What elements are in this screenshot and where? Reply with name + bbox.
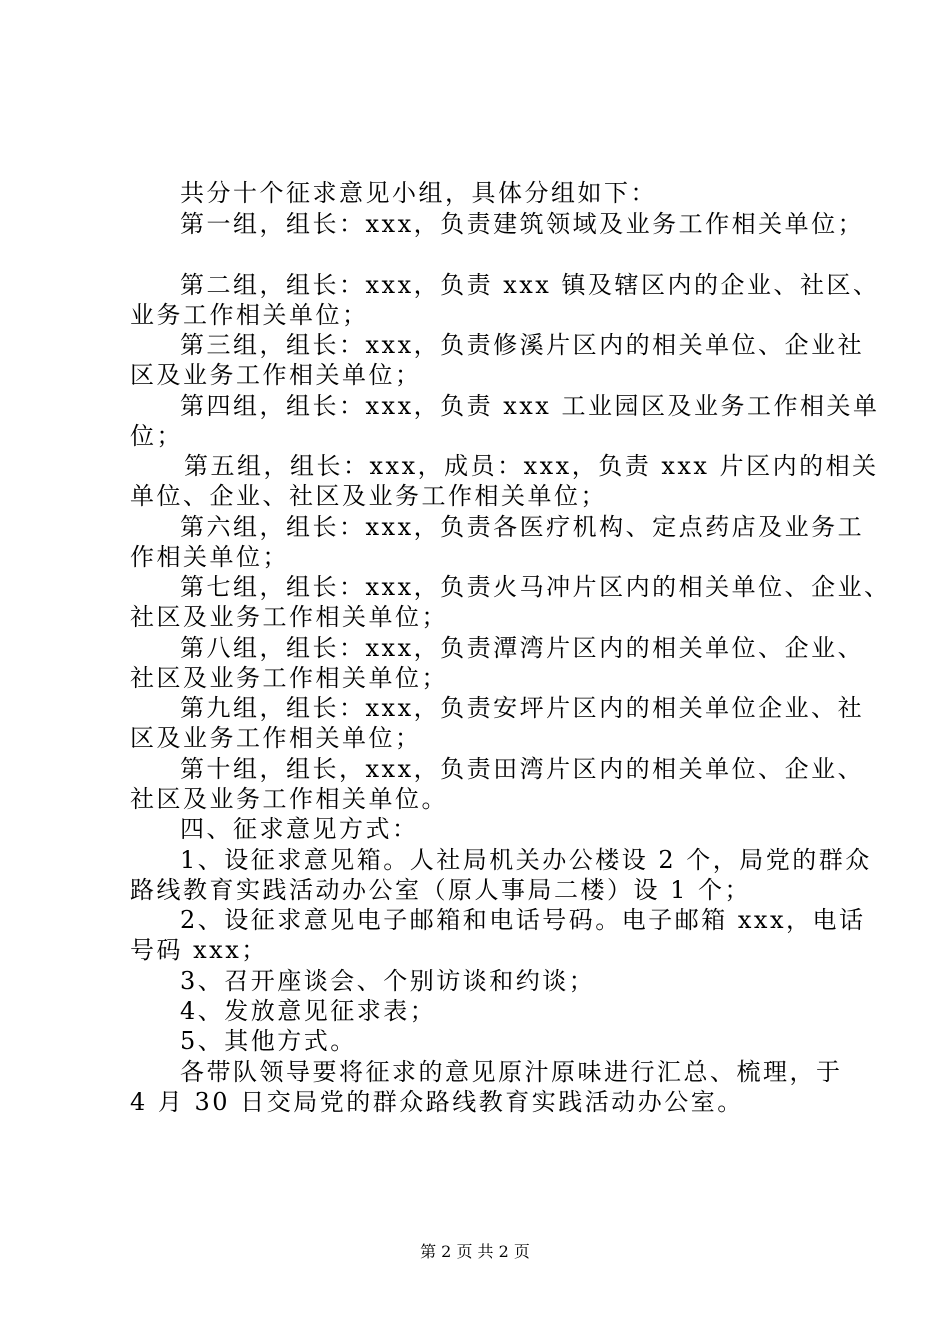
body-line-14: 社区及业务工作相关单位； [130, 603, 448, 631]
body-line-25: 号码 xxx； [130, 936, 268, 964]
body-line-8: 位； [130, 422, 183, 450]
body-line-6: 区及业务工作相关单位； [130, 361, 422, 389]
body-line-23: 路线教育实践活动办公室（原人事局二楼）设 1 个； [130, 876, 752, 904]
body-line-1: 共分十个征求意见小组，具体分组如下： [180, 179, 657, 207]
body-line-2: 第一组，组长：xxx，负责建筑领域及业务工作相关单位； [180, 210, 865, 238]
body-line-18: 区及业务工作相关单位； [130, 724, 422, 752]
body-line-16: 社区及业务工作相关单位； [130, 664, 448, 692]
body-line-30: 4 月 30 日交局党的群众路线教育实践活动办公室。 [130, 1088, 744, 1116]
body-line-7: 第四组，组长：xxx，负责 xxx 工业园区及业务工作相关单 [180, 392, 880, 420]
page-number-footer: 第 2 页 共 2 页 [420, 1242, 530, 1261]
body-line-4: 业务工作相关单位； [130, 301, 369, 329]
body-line-17: 第九组，组长：xxx，负责安坪片区内的相关单位企业、社 [180, 694, 865, 722]
body-line-27: 4、发放意见征求表； [180, 997, 437, 1025]
body-line-5: 第三组，组长：xxx，负责修溪片区内的相关单位、企业社 [180, 331, 865, 359]
body-line-29: 各带队领导要将征求的意见原汁原味进行汇总、梳理，于 [180, 1058, 843, 1086]
section-heading: 四、征求意见方式： [180, 815, 419, 843]
body-line-13: 第七组，组长：xxx，负责火马冲片区内的相关单位、企业、 [180, 573, 891, 601]
body-line-19: 第十组，组长，xxx，负责田湾片区内的相关单位、企业、 [180, 755, 865, 783]
body-line-20: 社区及业务工作相关单位。 [130, 785, 448, 813]
body-line-9: 第五组，组长：xxx，成员：xxx，负责 xxx 片区内的相关 [184, 452, 879, 480]
body-line-26: 3、召开座谈会、个别访谈和约谈； [180, 967, 596, 995]
body-line-15: 第八组，组长：xxx，负责潭湾片区内的相关单位、企业、 [180, 634, 865, 662]
body-line-24: 2、设征求意见电子邮箱和电话号码。电子邮箱 xxx，电话 [180, 906, 866, 934]
body-line-10: 单位、企业、社区及业务工作相关单位； [130, 482, 607, 510]
body-line-12: 作相关单位； [130, 543, 289, 571]
body-line-11: 第六组，组长：xxx，负责各医疗机构、定点药店及业务工 [180, 513, 865, 541]
body-line-22: 1、设征求意见箱。人社局机关办公楼设 2 个，局党的群众 [180, 846, 872, 874]
body-line-28: 5、其他方式。 [180, 1027, 357, 1055]
body-line-3: 第二组，组长：xxx，负责 xxx 镇及辖区内的企业、社区、 [180, 271, 880, 299]
